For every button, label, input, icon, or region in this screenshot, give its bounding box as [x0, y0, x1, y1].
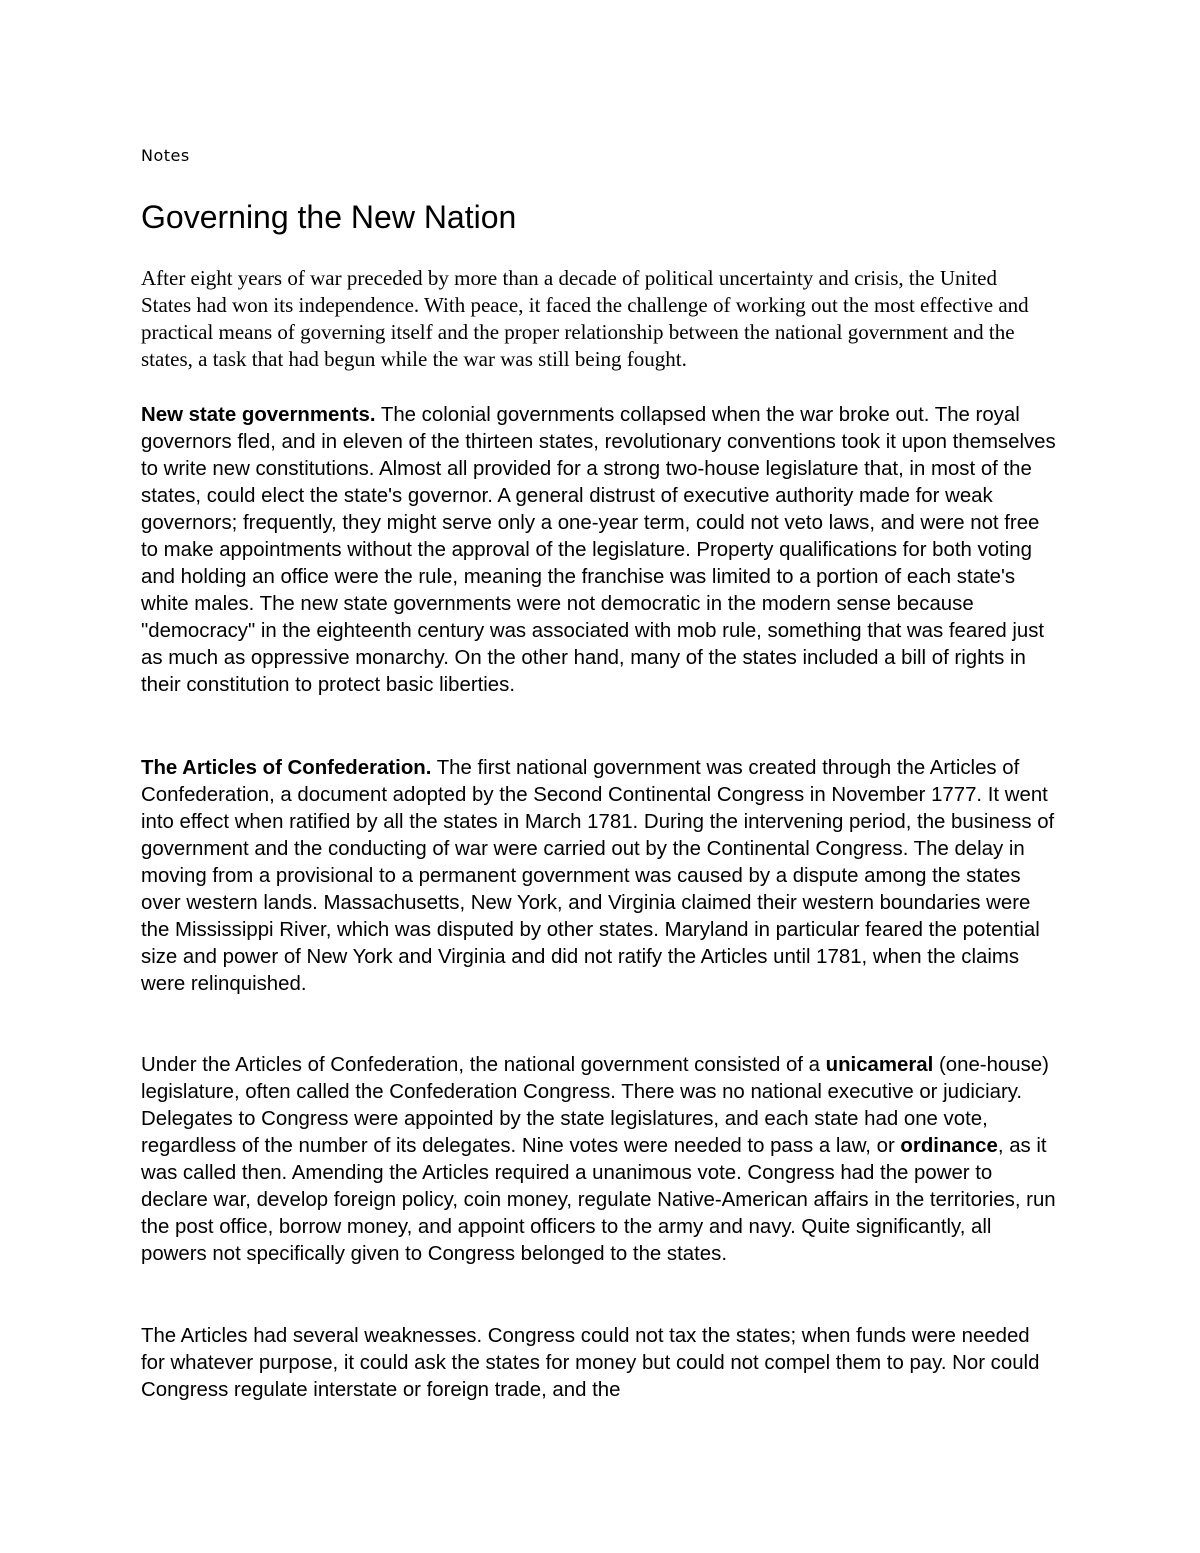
paragraph-weaknesses: The Articles had several weaknesses. Congress could not tax the states; when funds were needed for whatever purpose, it could ask the states for money but could not compel them to pay. Nor could Congress regulate interstate or foreign trade, and the [141, 1325, 1040, 1401]
term-ordinance: ordinance [900, 1135, 998, 1157]
paragraph-text: Under the Articles of Confederation, the national government consisted of a [141, 1054, 826, 1076]
paragraph-text: , as it was called then. Amending the Articles required a unanimous vote. Congress had the power to declare war, develop foreign policy, coin money, regulate Native-American affairs in the territories, run the post office, borrow money, and appoint officers to the army and navy. Quite significantly, all powers not specifically given to Congress belonged to the states. [141, 1135, 1056, 1265]
term-unicameral: unicameral [825, 1054, 934, 1076]
section-articles-of-confederation [141, 755, 1056, 998]
section-heading: New state governments. [141, 404, 376, 426]
section-body: The first national government was created through the Articles of Confederation, a document adopted by the Second Continental Congress in November 1777. It went into effect when ratified by all the states in March 1781. During the intervening period, the business of government and the conducting of war were carried out by the Continental Congress. The delay in moving from a provisional to a permanent government was caused by a dispute among the states over western lands. Massachusetts, New York, and Virginia claimed their western boundaries were the Mississippi River, which was disputed by other states. Maryland in particular feared the potential size and power of New York and Virginia and did not ratify the Articles until 1781, when the claims were relinquished. [141, 757, 1055, 995]
section-body: The colonial governments collapsed when the war broke out. The royal governors fled, and in eleven of the thirteen states, revolutionary conventions took it upon themselves to write new constitutions. Almost all provided for a strong two-house legislature that, in most of the states, could elect the state's governor. A general distrust of executive authority made for weak governors; frequently, they might serve only a one-year term, could not veto laws, and were not free to make appointments without the approval of the legislature. Property qualifications for both voting and holding an office were the rule, meaning the franchise was limited to a portion of each state's white males. The new state governments were not democratic in the modern sense because "democracy" in the eighteenth century was associated with mob rule, something that was feared just as much as oppressive monarchy. On the other hand, many of the states included a bill of rights in their constitution to protect basic liberties. [141, 404, 1056, 696]
paragraph-text: (one-house) legislature, often called the Confederation Congress. There was no national executive or judiciary. Delegates to Congress were appointed by the state legislatures, and each state had one vote, regardless of the number of its delegates. Nine votes were needed to pass a law, or [141, 1054, 1049, 1157]
section-new-state-governments [141, 402, 1056, 699]
page-title: Governing the New Nation [141, 199, 517, 235]
intro-paragraph: After eight years of war preceded by more than a decade of political uncertainty and crisis, the United States had won its independence. With peace, it faced the challenge of working out the most effective and practical means of governing itself and the proper relationship between the national government and the states, a task that had begun while the war was still being fought. [141, 266, 1029, 371]
notes-label: Notes [141, 146, 190, 165]
section-heading: The Articles of Confederation. [141, 757, 432, 779]
paragraph-confederation-congress [141, 1052, 1056, 1268]
